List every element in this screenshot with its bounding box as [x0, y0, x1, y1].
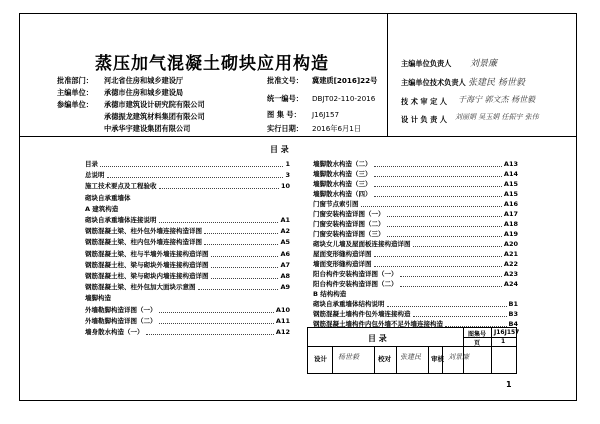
approve-dept: 河北省住房和城乡建设厅 [104, 76, 184, 85]
responsible-sign-4: 刘丽娟 吴玉娟 任振宇 张伟 [455, 113, 539, 121]
toc-entry [313, 160, 518, 169]
toc-leader-dots [211, 272, 278, 279]
toc-entry-page: A19 [503, 230, 518, 238]
title-block [307, 327, 520, 374]
toc-entry-title: 砌块自承重墙体 [85, 193, 131, 202]
toc-entry-page: A17 [503, 210, 518, 218]
toc-entry [313, 180, 518, 189]
toc-entry [85, 250, 290, 259]
toc-entry-title: 门窗安装构造详图（三） [313, 230, 385, 238]
responsible-label-4: 设 计 负 责 人 [401, 115, 447, 124]
toc-entry-page: B3 [508, 310, 518, 318]
toc-leader-dots [211, 261, 278, 268]
title-block-vline-6 [428, 346, 429, 373]
toc-entry-page: A22 [503, 260, 518, 268]
toc-entry-title: 门窗安装构造详图（二） [313, 220, 385, 228]
toc-leader-dots [413, 240, 502, 247]
toc-entry-title: 施工技术要点及工程验收 [85, 182, 157, 191]
responsible-divider [387, 13, 388, 137]
toc-entry [85, 194, 290, 203]
toc-heading: 目 录 [270, 145, 289, 154]
toc-entry [85, 216, 290, 225]
toc-entry-title: 门窗节点索引图 [313, 200, 359, 208]
toc-leader-dots [198, 283, 278, 290]
toc-entry-page: A16 [503, 200, 518, 208]
approve-dept-label: 批准部门： [57, 76, 93, 85]
toc-leader-dots [159, 317, 274, 324]
toc-leader-dots [445, 320, 507, 327]
toc-entry [85, 227, 290, 236]
toc-entry [85, 272, 290, 281]
toc-entry-page: A6 [280, 249, 290, 258]
toc-entry-page: A8 [280, 272, 290, 280]
toc-right-column [313, 160, 518, 330]
toc-entry-page: A7 [280, 260, 290, 269]
unified-no: DBJT02-110-2016 [312, 94, 376, 103]
toc-leader-dots [387, 230, 502, 237]
atlas-no: J16J157 [312, 110, 340, 119]
check-sign: 张建民 [400, 353, 421, 361]
toc-entry [313, 270, 518, 279]
toc-entry [85, 283, 290, 292]
review-label: 审核 [431, 355, 444, 363]
toc-entry-title: B 结构构造 [313, 290, 347, 298]
toc-entry-page: A1 [280, 216, 290, 224]
toc-entry [313, 290, 518, 299]
toc-entry-title: 墙脚散水构造（三） [313, 180, 372, 188]
toc-entry [85, 205, 290, 214]
toc-entry [85, 317, 290, 326]
toc-entry-page: A9 [280, 283, 290, 292]
design-label: 设计 [314, 355, 327, 363]
toc-leader-dots [374, 250, 502, 257]
toc-entry-title: 砌块女儿墙及屋面板连接构造详图 [313, 240, 411, 248]
toc-entry-title: 砌块自承重墙体连接说明 [85, 216, 157, 224]
toc-entry [313, 200, 518, 209]
title-block-vline-5 [396, 346, 397, 373]
toc-entry-page: A20 [503, 240, 518, 248]
toc-entry-page: A5 [280, 238, 290, 247]
atlas-no-label: 图 集 号： [267, 110, 301, 119]
toc-leader-dots [413, 310, 507, 317]
participant-3: 中承华宇建设集团有限公司 [104, 124, 191, 133]
toc-entry [313, 210, 518, 219]
toc-entry-page: A15 [503, 180, 518, 188]
toc-entry-page: A24 [503, 280, 518, 288]
title-block-atlas-no: J16J157 [494, 329, 520, 336]
toc-entry-title: A 建筑构造 [85, 204, 119, 213]
toc-entry [85, 261, 290, 270]
page-title: 蒸压加气混凝土砌块应用构造 [95, 54, 329, 74]
review-sign: 刘景廉 [448, 353, 469, 361]
title-block-page-label: 页 [474, 340, 481, 347]
toc-leader-dots [211, 250, 278, 257]
toc-entry-page: A14 [503, 170, 518, 178]
responsible-label-3: 技 术 审 定 人 [401, 97, 447, 106]
toc-leader-dots [100, 160, 283, 167]
toc-entry [313, 240, 518, 249]
toc-leader-dots [107, 171, 283, 178]
toc-leader-dots [387, 210, 502, 217]
toc-leader-dots [387, 300, 507, 307]
toc-entry-page: A18 [503, 220, 518, 228]
toc-entry-title: 总说明 [85, 171, 105, 180]
toc-entry [85, 328, 290, 337]
toc-entry-title: 墙身散水构造（一） [85, 328, 144, 336]
toc-entry-title: 墙脚散水构造（三） [313, 170, 372, 178]
toc-entry-page: A15 [503, 190, 518, 198]
toc-entry-title: 砌块自承重墙体结构说明 [313, 300, 385, 308]
toc-entry [313, 260, 518, 269]
toc-entry-page: A12 [275, 328, 290, 336]
responsible-label-2: 主编单位技术负责人 [401, 78, 466, 87]
toc-entry-page: 10 [280, 182, 290, 191]
doc-no-label: 批准文号： [267, 76, 303, 85]
title-block-vline-4 [374, 346, 375, 373]
toc-entry-page: A2 [280, 227, 290, 236]
unified-no-label: 统一编号： [267, 94, 303, 103]
participants-label: 参编单位： [57, 100, 93, 109]
toc-entry-title: 阳台构件安装构造详图（二） [313, 280, 398, 288]
toc-entry-page: A11 [275, 316, 290, 325]
toc-entry [85, 171, 290, 180]
toc-leader-dots [361, 200, 502, 207]
toc-leader-dots [146, 328, 274, 335]
responsible-label-1: 主编单位负责人 [401, 59, 452, 68]
toc-leader-dots [387, 220, 502, 227]
toc-entry-page: 1 [285, 160, 290, 168]
toc-leader-dots [159, 216, 278, 223]
title-block-page-no: 1 [501, 338, 506, 345]
toc-entry-title: 钢筋混凝土梁、柱外包加大面块示意图 [85, 283, 196, 292]
title-block-vline-1 [463, 328, 464, 373]
title-block-name: 目 录 [368, 334, 387, 343]
title-block-hline [308, 346, 516, 347]
toc-entry-title: 外墙勒脚构造详图（二） [85, 316, 157, 325]
toc-entry-page: B1 [508, 300, 518, 308]
toc-entry-title: 钢筋混凝土墙构件包外墙连接构造 [313, 310, 411, 318]
title-block-vline-3 [332, 346, 333, 373]
toc-entry-title: 门窗安装构造详图（一） [313, 210, 385, 218]
toc-leader-dots [374, 190, 502, 197]
header-divider [19, 136, 577, 137]
toc-entry [313, 220, 518, 229]
toc-leader-dots [204, 238, 278, 245]
toc-leader-dots [374, 170, 502, 177]
toc-leader-dots [400, 270, 502, 277]
participant-2: 承德振龙建筑材料集团有限公司 [104, 112, 205, 121]
toc-entry-page: A23 [503, 270, 518, 278]
toc-entry [85, 294, 290, 303]
toc-entry-title: 目录 [85, 160, 98, 168]
toc-entry [313, 310, 518, 319]
editor-label: 主编单位： [57, 88, 93, 97]
toc-entry [85, 160, 290, 169]
toc-entry [85, 182, 290, 191]
title-block-atlas-label: 图集号 [468, 331, 487, 338]
toc-entry-title: 墙脚散水构造（二） [313, 160, 372, 168]
toc-leader-dots [204, 227, 278, 234]
toc-entry [313, 300, 518, 309]
date: 2016年6月1日 [312, 124, 362, 133]
title-block-vline-2 [491, 328, 492, 373]
toc-entry [313, 280, 518, 289]
toc-entry-title: 钢筋混凝土梁、柱外包外墙连接构造详图 [85, 227, 202, 236]
toc-entry-page: A10 [275, 305, 290, 314]
toc-entry [85, 306, 290, 315]
toc-leader-dots [159, 306, 274, 313]
toc-entry [313, 190, 518, 199]
toc-entry-page: B4 [508, 320, 518, 328]
check-label: 校对 [378, 355, 391, 363]
design-sign: 杨世毅 [338, 353, 359, 361]
responsible-sign-1: 刘景廉 [470, 59, 498, 69]
toc-entry [313, 230, 518, 239]
responsible-sign-3: 于海宁 郭文杰 杨世毅 [458, 95, 536, 104]
toc-entry-title: 外墙勒脚构造详图（一） [85, 305, 157, 314]
toc-left-column [85, 160, 290, 350]
toc-entry-page: A21 [503, 250, 518, 258]
toc-entry-title: 钢筋混凝土柱、梁与砌块内墙连接构造详图 [85, 272, 209, 280]
toc-entry-title: 钢筋混凝土梁、柱与半墙外墙连接构造详图 [85, 249, 209, 258]
toc-entry-title: 钢筋混凝土柱、梁与砌块外墙连接构造详图 [85, 260, 209, 269]
responsible-sign-2: 张建民 杨世毅 [468, 78, 525, 88]
toc-entry-title: 屋面变形缝构造详图 [313, 250, 372, 258]
toc-entry [313, 250, 518, 259]
toc-entry-title: 阳台构件安装构造详图（一） [313, 270, 398, 278]
toc-leader-dots [374, 180, 502, 187]
toc-entry-title: 墙脚构造 [85, 294, 111, 303]
toc-entry-title: 钢筋混凝土墙构件内包外墙不足外墙连接构造 [313, 320, 443, 328]
participant-1: 承德市建筑设计研究院有限公司 [104, 100, 205, 109]
toc-entry [85, 238, 290, 247]
date-label: 实行日期： [267, 124, 303, 133]
toc-leader-dots [374, 160, 502, 167]
toc-leader-dots [400, 280, 502, 287]
page-number: 1 [506, 380, 512, 389]
editor: 承德市住房和城乡建设局 [104, 88, 184, 97]
toc-leader-dots [374, 260, 502, 267]
toc-entry [313, 170, 518, 179]
toc-leader-dots [159, 182, 279, 189]
toc-entry-page: A13 [503, 160, 518, 168]
toc-entry-title: 墙脚散水构造（四） [313, 190, 372, 198]
doc-no: 冀建质[2016]22号 [312, 76, 378, 85]
toc-entry-page: 3 [285, 171, 290, 180]
toc-entry-title: 钢筋混凝土梁、柱内包外墙连接构造详图 [85, 238, 202, 247]
toc-entry-title: 墙面变形缝构造详图 [313, 260, 372, 268]
